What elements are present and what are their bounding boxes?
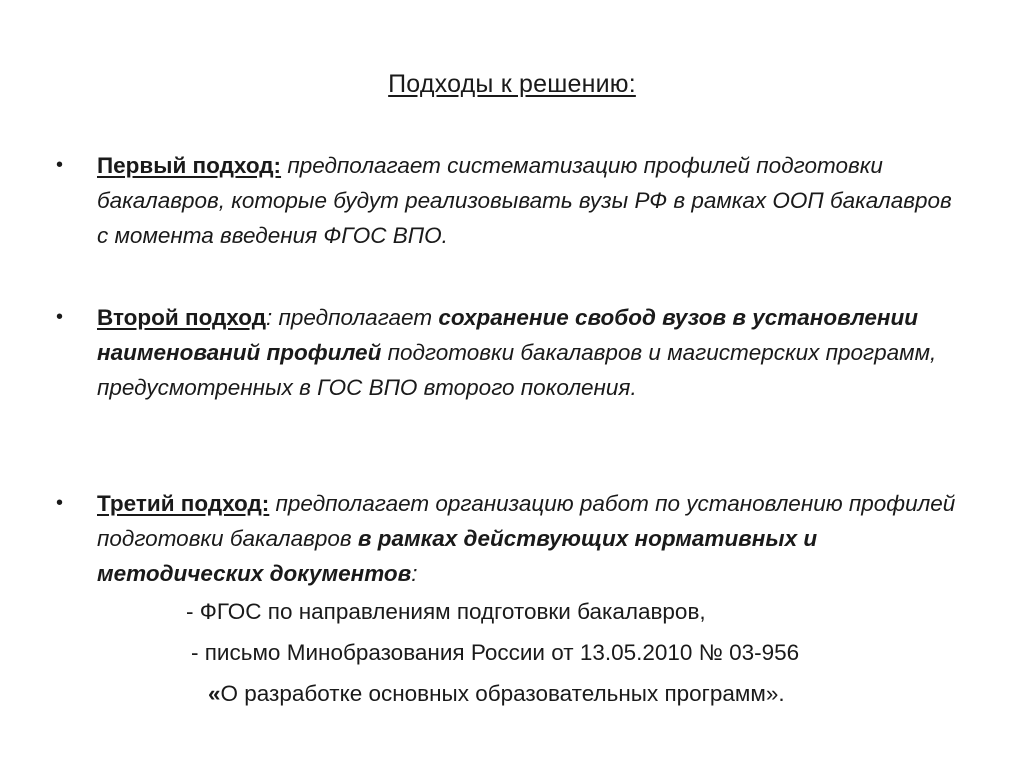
bullet-dot: •: [56, 154, 64, 176]
bullet-dot: •: [56, 306, 64, 328]
subline-letter: - письмо Минобразования России от 13.05.2010 № 03-956: [191, 640, 800, 665]
bullet-text-part-2: подготовки бакалавров и магистерских программ, предусмотренных в ГОС ВПО второго поколения.: [97, 340, 937, 400]
bullet-emphasis: в рамках действующих нормативных и методических документов: [97, 526, 818, 586]
bullet-text-part-1: предполагает организацию работ по установлению профилей подготовки бакалавров: [97, 491, 956, 551]
bullet-first-approach: [56, 148, 967, 253]
bullet-second-approach: [56, 300, 967, 405]
slide-title: Подходы к решению:: [388, 70, 636, 98]
bullet-third-approach: [56, 486, 967, 591]
bullet-text: предполагает систематизацию профилей подготовки бакалавров, которые будут реализовывать вузы РФ в рамках ООП бакалавров с момента введения ФГОС ВПО.: [97, 153, 952, 248]
bullet-text-part-2: :: [411, 561, 418, 586]
subline-letter-title: [208, 676, 785, 711]
bullet-lead: Второй подход: [97, 305, 266, 330]
bullet-dot: •: [56, 492, 64, 514]
quote-open: «: [208, 681, 221, 706]
bullet-lead: Первый подход:: [97, 153, 282, 178]
bullet-text-part-1: : предполагает: [266, 305, 439, 330]
quote-text: О разработке основных образовательных программ».: [220, 681, 785, 706]
subline-fgos: - ФГОС по направлениям подготовки бакалавров,: [186, 599, 706, 624]
bullet-lead: Третий подход:: [97, 491, 270, 516]
bullet-emphasis: сохранение свобод вузов в установлении наименований профилей: [97, 305, 918, 365]
